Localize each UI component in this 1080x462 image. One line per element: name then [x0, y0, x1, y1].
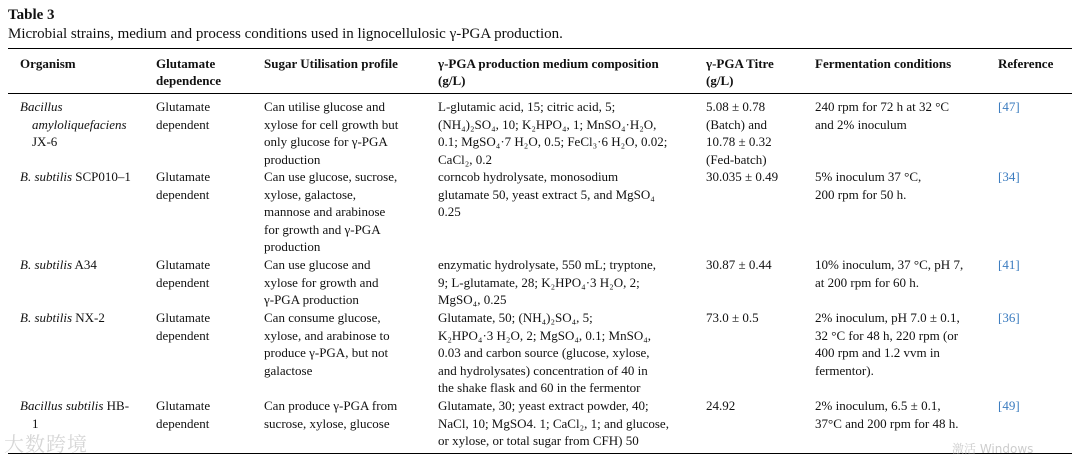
row1-sugar-3: only glucose for γ-PGA	[264, 134, 388, 149]
row1-glutamate-1: Glutamate	[156, 99, 211, 114]
row3-glutamate-1: Glutamate	[156, 257, 211, 272]
row5-organism-genus: Bacillus subtilis	[20, 398, 104, 413]
row1-glutamate-2: dependent	[156, 116, 210, 132]
row3-reference-link[interactable]: [41]	[998, 257, 1020, 272]
row3-sugar-1: Can use glucose and	[264, 257, 371, 272]
row2-glutamate-2: dependent	[156, 186, 210, 202]
row3-titre-1: 30.87 ± 0.44	[706, 257, 772, 272]
row2-medium-1: corncob hydrolysate, monosodium	[438, 169, 619, 184]
row1-sugar-4: production	[264, 151, 321, 167]
row4-reference-link[interactable]: [36]	[998, 310, 1020, 325]
row1-organism-3: JX-6	[32, 134, 58, 149]
row2-fermentation-1: 5% inoculum 37 °C,	[815, 169, 922, 184]
row5-titre-1: 24.92	[706, 398, 736, 413]
row1-sugar-2: xylose for cell growth but	[264, 116, 399, 132]
row5-fermentation-2: 37°C and 200 rpm for 48 h.	[815, 415, 959, 431]
row5-sugar-2: sucrose, xylose, glucose	[264, 415, 390, 431]
row4-medium-4: and hydrolysates) concentration of 40 in	[438, 362, 648, 378]
row2-organism	[20, 168, 131, 186]
header-glutamate-1: Glutamate	[156, 56, 216, 71]
header-reference: Reference	[998, 56, 1054, 71]
row1-medium-2: (NH₄)₂SO₄, 10; K₂HPO₄, 1; MnSO₄·H₂O,	[438, 116, 657, 132]
row2-sugar-3: mannose and arabinose	[264, 204, 386, 219]
row2-titre-1: 30.035 ± 0.49	[706, 169, 779, 184]
header-fermentation: Fermentation conditions	[815, 56, 952, 71]
watermark-logo: 大数跨境	[4, 432, 88, 456]
row2-organism-strain: SCP010–1	[72, 169, 131, 184]
row3-sugar-2: xylose for growth and	[264, 274, 379, 290]
row3-organism-strain: A34	[72, 257, 97, 272]
table-label: Table 3	[8, 7, 55, 23]
header-organism: Organism	[20, 56, 76, 71]
header-medium-2: (g/L)	[438, 73, 466, 88]
row4-medium-2: K₂HPO₄·3 H₂O, 2; MgSO₄, 0.1; MnSO₄,	[438, 327, 651, 343]
row2-fermentation-2: 200 rpm for 50 h.	[815, 186, 907, 202]
row4-medium-1: Glutamate, 50; (NH₄)₂SO₄, 5;	[438, 310, 593, 325]
row1-titre-4: (Fed-batch)	[706, 151, 767, 167]
row4-glutamate-1: Glutamate	[156, 310, 211, 325]
row5-sugar-1: Can produce γ-PGA from	[264, 398, 398, 413]
row1-reference-link[interactable]: [47]	[998, 99, 1020, 114]
row2-sugar-2: xylose, galactose,	[264, 186, 357, 202]
header-titre-1: γ-PGA Titre	[706, 56, 774, 71]
row2-medium-2: glutamate 50, yeast extract 5, and MgSO₄	[438, 186, 655, 202]
table-caption: Microbial strains, medium and process conditions used in lignocellulosic γ-PGA production.	[8, 26, 563, 42]
row2-sugar-5: production	[264, 239, 321, 254]
header-medium-1: γ-PGA production medium composition	[438, 56, 659, 71]
row1-medium-1: L-glutamic acid, 15; citric acid, 5;	[438, 99, 616, 114]
row3-fermentation-1: 10% inoculum, 37 °C, pH 7,	[815, 257, 964, 272]
row4-fermentation-1: 2% inoculum, pH 7.0 ± 0.1,	[815, 310, 960, 325]
header-glutamate-2: dependence	[156, 73, 221, 88]
row4-sugar-1: Can consume glucose,	[264, 310, 381, 325]
row3-fermentation-2: at 200 rpm for 60 h.	[815, 274, 919, 290]
row5-medium-2: NaCl, 10; MgSO4. 1; CaCl₂, 1; and glucose,	[438, 415, 669, 431]
row5-glutamate-1: Glutamate	[156, 398, 211, 413]
row2-sugar-1: Can use glucose, sucrose,	[264, 169, 398, 184]
row5-fermentation-1: 2% inoculum, 6.5 ± 0.1,	[815, 398, 941, 413]
row4-glutamate-2: dependent	[156, 327, 210, 343]
row5-organism-line2: 1	[32, 415, 39, 431]
windows-activation-watermark: 激活 Windows	[952, 442, 1034, 456]
row1-titre-3: 10.78 ± 0.32	[706, 134, 772, 149]
row4-organism	[20, 309, 105, 327]
row3-organism	[20, 256, 97, 274]
row4-sugar-2: xylose, and arabinose to	[264, 327, 390, 343]
row5-glutamate-2: dependent	[156, 415, 210, 431]
row3-medium-1: enzymatic hydrolysate, 550 mL; tryptone,	[438, 257, 657, 272]
row4-organism-strain: NX-2	[72, 310, 105, 325]
row1-medium-4: CaCl₂, 0.2	[438, 151, 493, 167]
row4-medium-3: 0.03 and carbon source (glucose, xylose,	[438, 345, 650, 360]
row4-sugar-3: produce γ-PGA, but not	[264, 345, 389, 360]
row3-organism-genus: B. subtilis	[20, 257, 73, 272]
row2-glutamate-1: Glutamate	[156, 169, 211, 184]
row5-medium-3: or xylose, or total sugar from CFH) 50	[438, 433, 639, 448]
row3-medium-2: 9; L-glutamate, 28; K₂HPO₄·3 H₂O, 2;	[438, 274, 640, 290]
row5-organism-strain: HB-	[103, 398, 130, 413]
row3-medium-3: MgSO₄, 0.25	[438, 292, 507, 307]
row3-glutamate-2: dependent	[156, 274, 210, 290]
row2-organism-genus: B. subtilis	[20, 169, 73, 184]
row5-organism	[20, 397, 129, 415]
row2-reference-link[interactable]: [34]	[998, 169, 1020, 184]
row2-sugar-4: for growth and γ-PGA	[264, 221, 381, 237]
row4-fermentation-2: 32 °C for 48 h, 220 rpm (or	[815, 327, 959, 343]
header-sugar: Sugar Utilisation profile	[264, 56, 398, 71]
row4-medium-5: the shake flask and 60 in the fermentor	[438, 380, 641, 395]
row1-organism-2: amyloliquefaciens	[32, 116, 127, 132]
table-header-rule	[8, 93, 1072, 94]
row1-fermentation-1: 240 rpm for 72 h at 32 °C	[815, 99, 950, 114]
row4-fermentation-3: 400 rpm and 1.2 vvm in	[815, 345, 940, 360]
row3-sugar-3: γ-PGA production	[264, 292, 359, 307]
row5-medium-1: Glutamate, 30; yeast extract powder, 40;	[438, 398, 649, 413]
row4-fermentation-4: fermentor).	[815, 362, 874, 378]
row1-organism-1: Bacillus	[20, 99, 63, 114]
header-titre-2: (g/L)	[706, 73, 734, 88]
table-top-rule	[8, 48, 1072, 49]
row4-sugar-4: galactose	[264, 362, 313, 378]
row5-reference-link[interactable]: [49]	[998, 398, 1020, 413]
row1-medium-3: 0.1; MgSO₄·7 H₂O, 0.5; FeCl₃·6 H₂O, 0.02;	[438, 134, 668, 149]
row1-fermentation-2: and 2% inoculum	[815, 116, 907, 132]
row1-titre-1: 5.08 ± 0.78	[706, 99, 766, 114]
row2-medium-3: 0.25	[438, 204, 461, 219]
row1-titre-2: (Batch) and	[706, 116, 768, 132]
row1-sugar-1: Can utilise glucose and	[264, 99, 385, 114]
row4-organism-genus: B. subtilis	[20, 310, 73, 325]
table-bottom-rule	[8, 453, 1072, 454]
row4-titre-1: 73.0 ± 0.5	[706, 310, 759, 325]
